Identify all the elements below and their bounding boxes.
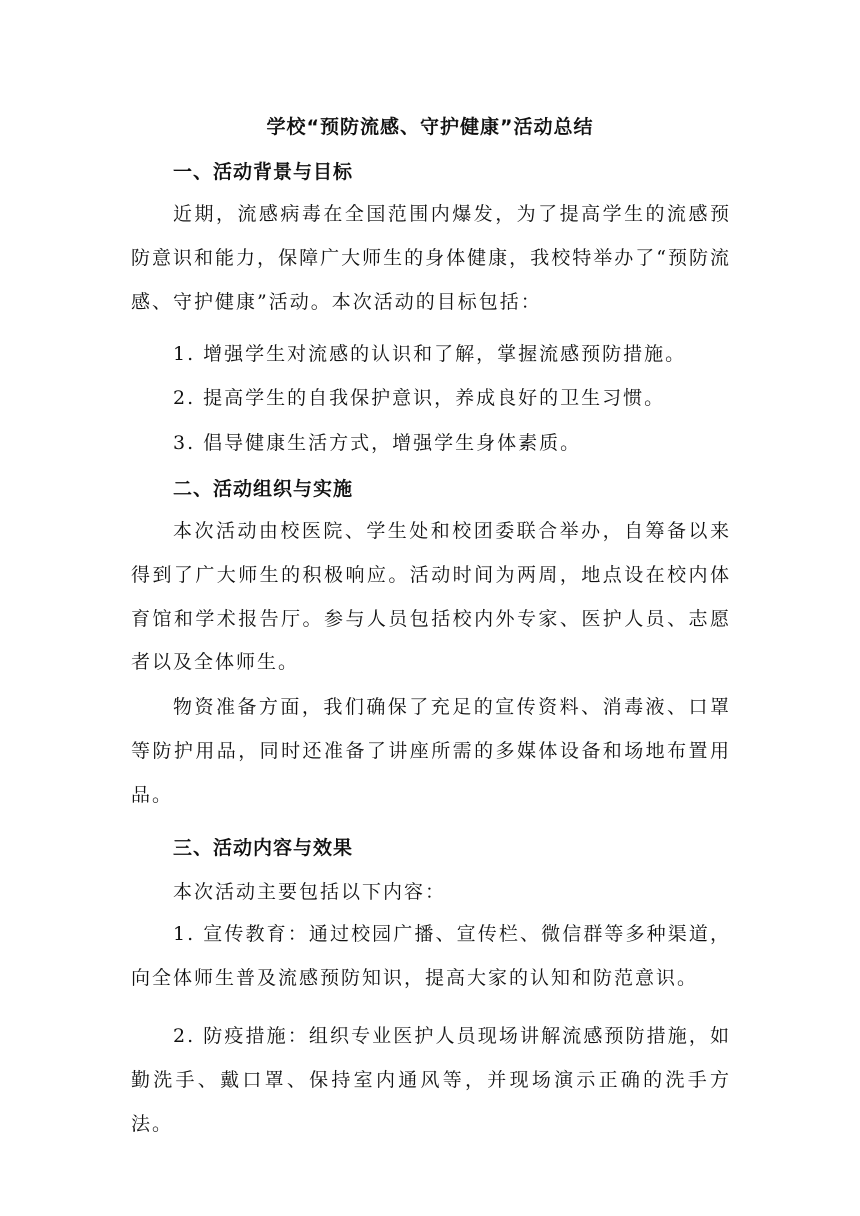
paragraph-background-intro: 近期，流感病毒在全国范围内爆发，为了提高学生的流感预防意识和能力，保障广大师生的身体健康，我校特举办了“预防流感、守护健康”活动。本次活动的目标包括：: [131, 203, 731, 313]
goal-item-3: 3. 倡导健康生活方式，增强学生身体素质。: [173, 432, 582, 454]
section-heading-content: 三、活动内容与效果: [173, 837, 354, 859]
goal-item-1: 1. 增强学生对流感的认识和了解，掌握流感预防措施。: [173, 343, 687, 365]
section-heading-organization: 二、活动组织与实施: [173, 478, 354, 500]
paragraph-organization: 本次活动由校医院、学生处和校团委联合举办，自筹备以来得到了广大师生的积极响应。活动时间为两周，地点设在校内体育馆和学术报告厅。参与人员包括校内外专家、医护人员、志愿者以及全体师生。: [131, 520, 731, 674]
section-heading-background: 一、活动背景与目标: [173, 161, 354, 183]
document-title: 学校“预防流感、守护健康”活动总结: [266, 116, 594, 138]
content-item-2: 2. 防疫措施：组织专业医护人员现场讲解流感预防措施，如勤洗手、戴口罩、保持室内通风等，并现场演示正确的洗手方法。: [131, 1025, 731, 1135]
paragraph-materials: 物资准备方面，我们确保了充足的宣传资料、消毒液、口罩等防护用品，同时还准备了讲座所需的多媒体设备和场地布置用品。: [131, 696, 731, 806]
paragraph-content-intro: 本次活动主要包括以下内容：: [173, 881, 447, 903]
goal-item-2: 2. 提高学生的自我保护意识，养成良好的卫生习惯。: [173, 387, 666, 409]
content-item-1: 1. 宣传教育：通过校园广播、宣传栏、微信群等多种渠道，向全体师生普及流感预防知识，提高大家的认知和防范意识。: [131, 923, 731, 989]
